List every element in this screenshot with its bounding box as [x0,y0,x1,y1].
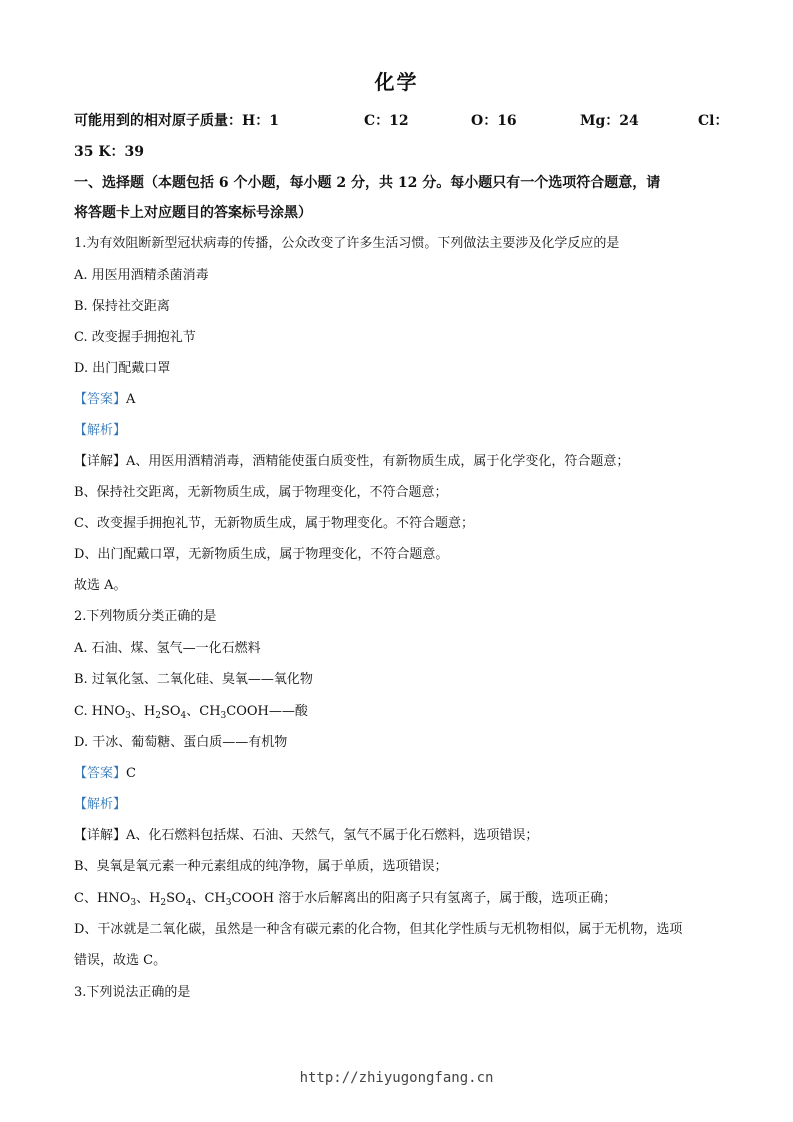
formula-text: 、H [136,891,161,906]
formula-text: 、H [130,704,156,719]
atomic-mass-cl: Cl： [698,113,729,129]
formula-subscript: 3 [220,711,227,721]
question-1-detail: 【详解】A、用医用酒精消毒，酒精能使蛋白质变性，有新物质生成，属于化学变化，符合题意； [74,454,630,469]
formula-subscript: 4 [180,711,187,721]
question-1-answer [74,390,135,410]
question-2-detail-d-cont: 错误，故选 C。 [74,953,167,968]
atomic-mass-label: 可能用到的相对原子质量：H：1 [74,113,279,129]
question-1-detail: C、改变握手拥抱礼节，无新物质生成，属于物理变化。不符合题意； [74,516,474,531]
answer-tag: 【答案】 [74,766,127,781]
formula-text: 、CH [186,704,221,719]
formula-text: COOH——酸 [226,704,308,719]
formula-subscript: 3 [130,898,137,908]
question-2-detail: 【详解】A、化石燃料包括煤、石油、天然气，氢气不属于化石燃料，选项错误； [74,828,539,843]
question-1-detail: B、保持社交距离，无新物质生成，属于物理变化，不符合题意； [74,485,448,500]
answer-value: C [126,766,136,781]
atomic-mass-mg: Mg：24 [580,113,639,129]
formula-subscript: 3 [125,711,131,721]
atomic-mass-line [74,110,729,130]
atomic-mass-c: C：12 [364,113,409,129]
question-1-option-c: C. 改变握手拥抱礼节 [74,330,196,345]
formula-text: 、CH [191,891,226,906]
formula-text: SO [160,704,181,719]
question-2-option-b: B. 过氧化氢、二氧化硅、臭氧——氧化物 [74,672,313,687]
question-1-stem: 1.为有效阻断新型冠状病毒的传播，公众改变了许多生活习惯。下列做法主要涉及化学反应的是 [74,236,620,251]
question-1-option-d: D. 出门配戴口罩 [74,361,171,376]
formula-subscript: 3 [225,898,232,908]
question-2-stem: 2.下列物质分类正确的是 [74,609,217,624]
answer-value: A [126,392,136,407]
section-heading-cont: 将答题卡上对应题目的答案标号涂黑） [74,205,312,221]
question-1-analysis-tag: 【解析】 [74,423,127,438]
formula-subscript: 4 [185,898,192,908]
question-3-stem: 3.下列说法正确的是 [74,985,191,1000]
question-2-option-a: A. 石油、煤、氢气—一化石燃料 [74,641,261,656]
page-title: 化学 [374,70,419,94]
formula-subscript: 2 [155,711,161,721]
footer-url: http://zhiyugongfang.cn [299,1070,494,1086]
question-1-option-b: B. 保持社交距离 [74,299,170,314]
question-2-option-c [74,702,308,726]
formula-subscript: 2 [160,898,167,908]
atomic-mass-o: O：16 [471,113,517,129]
section-heading: 一、选择题（本题包括 6 个小题，每小题 2 分，共 12 分。每小题只有一个选项符合题意，请 [74,175,661,191]
atomic-mass-line2: 35 K：39 [74,144,145,160]
answer-tag: 【答案】 [74,392,127,407]
question-1-conclusion: 故选 A。 [74,578,127,593]
question-2-detail-d: D、干冰就是二氧化碳，虽然是一种含有碳元素的化合物，但其化学性质与无机物相似，属于无机物，选项 [74,922,683,937]
formula-text: SO [166,891,186,906]
formula-text: C、HNO [74,891,131,906]
formula-text: C. HNO [74,704,126,719]
question-1-detail: D、出门配戴口罩，无新物质生成，属于物理变化，不符合题意。 [74,547,449,562]
question-2-detail-c [74,889,616,913]
question-2-option-d: D. 干冰、葡萄糖、蛋白质——有机物 [74,735,288,750]
question-2-analysis-tag: 【解析】 [74,797,127,812]
question-1-option-a: A. 用医用酒精杀菌消毒 [74,268,209,283]
formula-text: COOH 溶于水后解离出的阳离子只有氢离子，属于酸，选项正确； [231,891,617,906]
question-2-answer [74,764,136,784]
question-2-detail: B、臭氧是氧元素一种元素组成的纯净物，属于单质，选项错误； [74,859,448,874]
